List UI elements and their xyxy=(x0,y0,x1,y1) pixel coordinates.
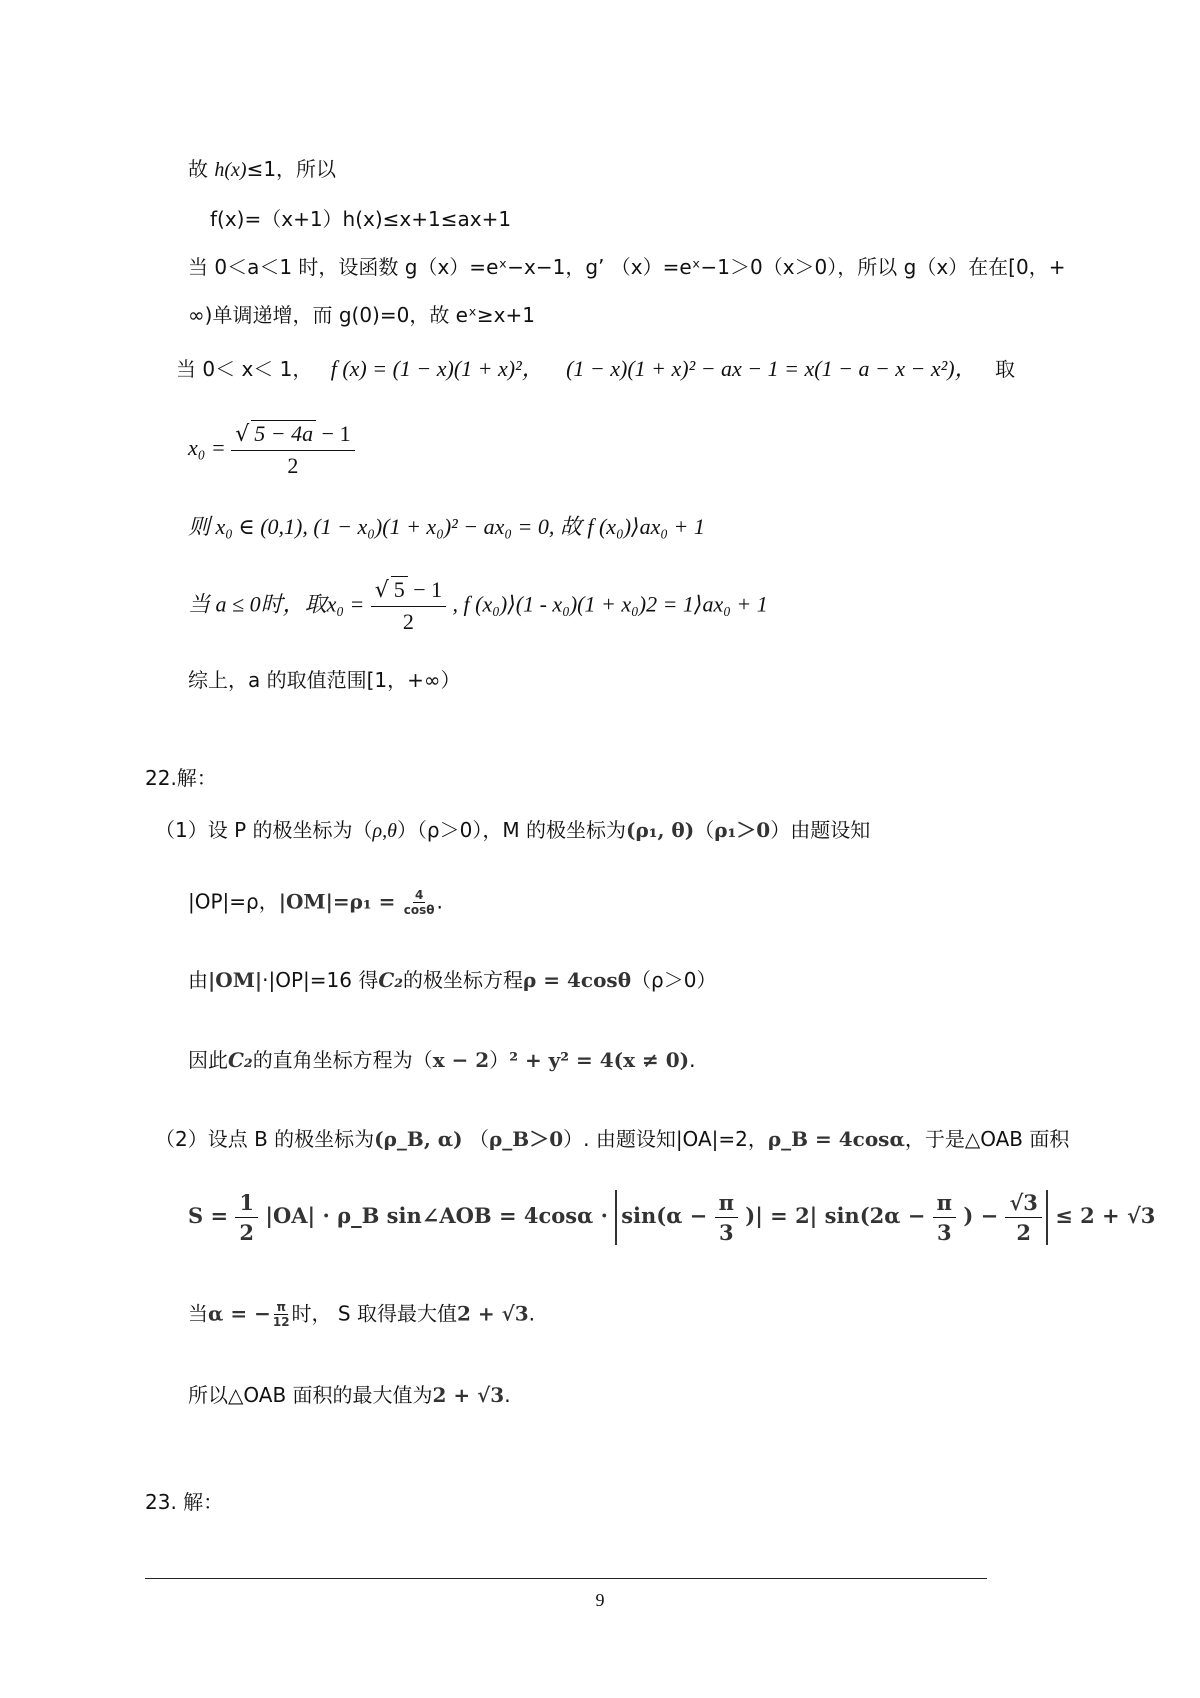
fraction-4-cos xyxy=(402,888,437,918)
line-summary xyxy=(188,668,461,692)
line-case-a-lt-1 xyxy=(188,255,1065,279)
text: 取 xyxy=(994,357,1015,381)
fraction-numerator: π xyxy=(715,1190,738,1218)
text: 当 0＜ x＜ 1， xyxy=(176,357,313,381)
fraction-root3-2 xyxy=(1005,1190,1041,1245)
text: ，于是△OAB 面积 xyxy=(904,1127,1070,1151)
text: （ρ＞0） xyxy=(631,968,717,992)
text: 的极坐标方程 xyxy=(403,968,524,992)
math-c2: C₂ xyxy=(228,1048,253,1072)
fraction-denominator: 2 xyxy=(1016,1220,1031,1246)
text: 综上，a 的取值范围[1，+∞） xyxy=(188,668,461,692)
text: ）由题设知 xyxy=(770,818,871,842)
math-f-def: f (x) = (1 − x)(1 + x)²， xyxy=(330,356,544,381)
text: ） xyxy=(489,1048,510,1072)
footer-divider xyxy=(145,1578,987,1579)
text: 的直角坐标方程为（ xyxy=(252,1048,433,1072)
math-hx: h(x) xyxy=(214,159,247,181)
text: （2）设点 B 的极坐标为 xyxy=(155,1127,375,1151)
math-x0: x₀ = xyxy=(188,434,226,460)
math-abs-expression xyxy=(615,1190,1048,1245)
math-rhob-eq: ρ_B = 4cosα xyxy=(767,1127,905,1151)
radicand: 5 − 4a xyxy=(251,420,316,447)
math-sin: sin(α − xyxy=(621,1203,708,1229)
text: . xyxy=(436,889,443,914)
line-x0-result xyxy=(188,514,705,540)
line-polar-setup xyxy=(155,818,870,843)
page-number: 9 xyxy=(595,1590,605,1610)
heading-text: 22.解： xyxy=(145,766,217,790)
line-case-a-le-0 xyxy=(188,576,768,636)
text: − 1 xyxy=(407,577,443,602)
text: （ xyxy=(462,1127,489,1151)
text: |OP|=ρ， xyxy=(188,889,279,914)
fraction-denominator: 3 xyxy=(718,1220,734,1246)
text: 当 xyxy=(188,1301,208,1326)
math-c2: C₂ xyxy=(378,968,404,992)
math-expansion: (1 − x)(1 + x)² − ax − 1 = x(1 − a − x − x²)， xyxy=(566,356,977,381)
text: . xyxy=(689,1048,696,1072)
radicand: 5 xyxy=(391,576,408,603)
fraction-numerator: 1 xyxy=(235,1190,258,1218)
fraction-denominator: 2 xyxy=(287,453,299,479)
text: （1）设 P 的极坐标为（ xyxy=(155,818,373,842)
fraction-pi-3 xyxy=(933,1190,956,1245)
fraction-pi-12 xyxy=(271,1300,292,1330)
math-max-value: 2 + √3 xyxy=(432,1383,505,1407)
math-x0-result: 则 x₀ ∈ (0,1), (1 − x₀)(1 + x₀)² − ax₀ = 0, 故 f (x₀)⟩ax₀ + 1 xyxy=(188,514,705,539)
math-rho1-positive: ρ₁＞0 xyxy=(714,818,771,842)
fraction-numerator: 4 xyxy=(414,888,424,902)
text: 所以△OAB 面积的最大值为 xyxy=(188,1383,433,1407)
text: ≤1，所以 xyxy=(246,157,337,181)
math-case-result: , f (x₀)⟩(1 - x₀)(1 + x₀)2 = 1⟩ax₀ + 1 xyxy=(452,591,768,617)
text: ∞)单调递增，而 g(0)=0，故 eˣ≥x+1 xyxy=(188,303,535,327)
section-heading-22 xyxy=(145,766,217,790)
text: 故 xyxy=(188,157,215,181)
math-rho-theta: ρ,θ xyxy=(372,820,397,842)
math-area: |OA| · ρ_B sin∠AOB = 4cosα · xyxy=(265,1203,608,1229)
text: − 1 xyxy=(316,421,351,446)
radical-sign: √ xyxy=(374,578,389,603)
fraction-denominator: 12 xyxy=(272,1315,290,1330)
text: （ xyxy=(694,818,715,842)
math-minus: ) − xyxy=(963,1203,999,1229)
line-area-formula xyxy=(188,1190,1155,1245)
line-point-b xyxy=(155,1127,1069,1151)
fraction-numerator: π xyxy=(933,1190,956,1218)
text: ·|OP|=16 得 xyxy=(262,968,379,992)
fraction-denominator: 2 xyxy=(402,609,414,635)
line-monotone xyxy=(188,303,535,327)
line-f-ineq xyxy=(210,207,511,231)
line-c2-cartesian xyxy=(188,1048,695,1072)
line-max-at xyxy=(188,1300,535,1330)
fraction-denominator: 3 xyxy=(937,1220,952,1246)
math-inequality: f(x)=（x+1）h(x)≤x+1≤ax+1 xyxy=(210,207,512,231)
fraction-denominator: 2 xyxy=(239,1220,255,1246)
fraction-numerator: √3 xyxy=(1005,1190,1041,1218)
section-heading-23 xyxy=(145,1490,223,1514)
text: 时， S 取得最大值 xyxy=(291,1301,457,1326)
line-c2-polar xyxy=(188,968,716,992)
line-op-om xyxy=(188,888,443,918)
math-max-value: 2 + √3 xyxy=(456,1301,529,1326)
text: . xyxy=(528,1301,535,1326)
fraction-x0 xyxy=(231,420,354,480)
text: 因此 xyxy=(188,1048,228,1072)
text: ）. 由题设知|OA|=2， xyxy=(563,1127,768,1151)
fraction-numerator xyxy=(231,420,354,451)
math-om: |OM| xyxy=(208,968,263,992)
fraction-numerator xyxy=(371,576,446,607)
fraction-half xyxy=(235,1190,258,1245)
radical-sign: √ xyxy=(235,422,250,447)
math-s: S = xyxy=(188,1203,229,1229)
math-rhob-positive: ρ_B＞0 xyxy=(488,1127,564,1151)
fraction-pi-3 xyxy=(715,1190,738,1245)
heading-text: 23. 解： xyxy=(145,1490,224,1514)
fraction-numerator: π xyxy=(276,1300,286,1314)
math-x-minus-2: x − 2 xyxy=(432,1048,490,1072)
text: . xyxy=(504,1383,511,1407)
math-rho1-theta: (ρ₁, θ) xyxy=(625,818,695,842)
line-h-bound xyxy=(188,157,336,182)
fraction-sqrt5 xyxy=(371,576,446,636)
math-sin2: )| = 2| sin(2α − xyxy=(745,1203,926,1229)
math-om: |OM|=ρ₁ = xyxy=(278,889,396,914)
math-circle-eq: ² + y² = 4(x ≠ 0) xyxy=(509,1048,690,1072)
text: 当 0＜a＜1 时，设函数 g（x）=eˣ−x−1，g’ （x）=eˣ−1＞0（x＞0），所以 g（x）在在[0，+ xyxy=(188,255,1066,279)
math-alpha: α = − xyxy=(208,1301,271,1326)
text: ）（ρ＞0），M 的极坐标为 xyxy=(396,818,626,842)
math-rho-eq: ρ = 4cosθ xyxy=(523,968,632,992)
math-case: 当 a ≤ 0时，取x₀ = xyxy=(188,591,365,617)
math-rhob-alpha: (ρ_B, α) xyxy=(374,1127,463,1151)
line-conclusion xyxy=(188,1383,511,1407)
text: 由 xyxy=(188,968,208,992)
math-bound: ≤ 2 + √3 xyxy=(1055,1203,1156,1229)
fraction-denominator: cosθ xyxy=(403,903,435,918)
line-case-x xyxy=(176,356,1015,382)
line-x0-def xyxy=(188,420,355,480)
